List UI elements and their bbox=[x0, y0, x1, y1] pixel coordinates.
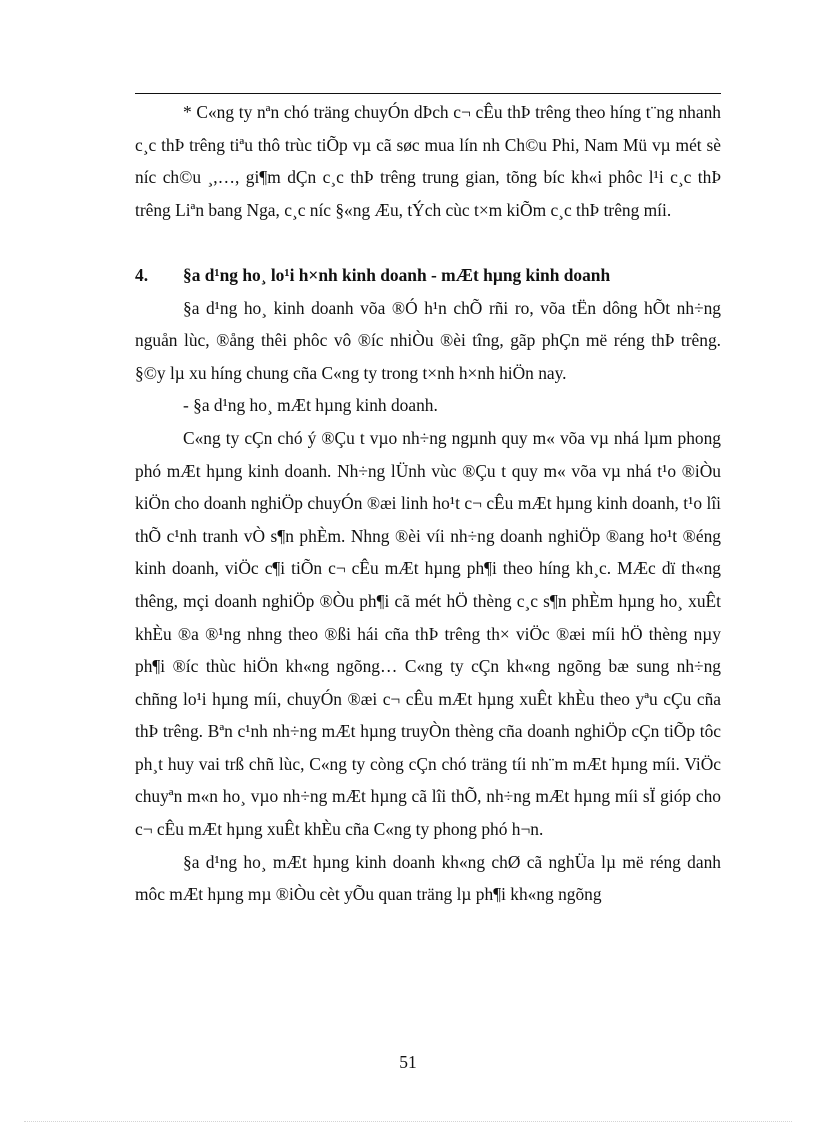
section-heading bbox=[135, 259, 721, 292]
paragraph-product-range: C«ng ty cÇn chó ý ®Çu t vµo nh÷ng ngµnh quy m« võa vµ nhá lµm phong phó mÆt hµng kinh doanh. Nh÷ng lÜnh vùc ®Çu t quy m« võa vµ nhá t¹o ®iÒu kiÖn cho doanh nghiÖp chuyÓn ®æi linh ho¹t c¬ cÊu mÆt hµng kinh doanh, t¹o lîi thÕ c¹nh tranh vÒ s¶n phÈm. Nhng ®èi víi nh÷ng doanh nghiÖp ®ang ho¹t ®éng kinh doanh, viÖc c¶i tiÕn c¬ cÊu mÆt hµng ph¶i theo híng kh¸c. MÆc dï th«ng thêng, mçi doanh nghiÖp ®Òu ph¶i cã mét hÖ thèng c¸c s¶n phÈm hµng ho¸ xuÊt khÈu ®a ®¹ng nhng theo ®ßi hái cña thÞ trêng th× viÖc ®æi míi hÖ thèng nµy ph¶i ®íc thùc hiÖn kh«ng ngõng… C«ng ty cÇn kh«ng ngõng bæ sung nh÷ng chñng lo¹i hµng míi, chuyÓn ®æi c¬ cÊu mÆt hµng xuÊt khÈu theo yªu cÇu cña thÞ trêng. Bªn c¹nh nh÷ng mÆt hµng truyÒn thèng cña doanh nghiÖp cÇn tiÕp tôc ph¸t huy vai trß chñ lùc, C«ng ty còng cÇn chó träng tíi nh¨m mÆt hµng míi. ViÖc chuyªn m«n ho¸ vµo nh÷ng mÆt hµng cã lîi thÕ, nh÷ng mÆt hµng míi sÏ gióp cho c¬ cÊu mÆt hµng xuÊt khÈu cña C«ng ty phong phó h¬n. bbox=[135, 427, 721, 840]
paragraph-subheading: - §a d¹ng ho¸ mÆt hµng kinh doanh. bbox=[183, 395, 438, 416]
header-rule bbox=[135, 93, 721, 94]
section-number: 4. bbox=[135, 264, 149, 285]
paragraph-closing: §a d¹ng ho¸ mÆt hµng kinh doanh kh«ng chØ cã nghÜa lµ më réng danh môc mÆt hµng mµ ®iÒu cèt yÕu quan träng lµ ph¶i kh«ng ngõng bbox=[135, 851, 721, 905]
body-text bbox=[135, 96, 721, 911]
page-bottom-border bbox=[24, 1121, 792, 1122]
page-number: 51 bbox=[399, 1052, 417, 1072]
section-title: §a d¹ng ho¸ lo¹i h×nh kinh doanh - mÆt hµng kinh doanh bbox=[183, 264, 611, 285]
paragraph-market-shift: * C«ng ty nªn chó träng chuyÓn dÞch c¬ cÊu thÞ trêng theo híng t¨ng nhanh c¸c thÞ trêng tiªu thô trùc tiÕp vµ cã søc mua lín nh Ch©u Phi, Nam Mü vµ mét sè níc ch©u ¸,…, gi¶m dÇn c¸c thÞ trêng trung gian, tõng bíc kh«i phôc l¹i c¸c thÞ trêng Liªn bang Nga, c¸c níc §«ng Æu, tÝch cùc t×m kiÕm c¸c thÞ trêng míi. bbox=[135, 102, 721, 220]
paragraph-diversification: §a d¹ng ho¸ kinh doanh võa ®Ó h¹n chÕ rñi ro, võa tËn dông hÕt nh÷ng nguån lùc, ®ång thêi phôc vô ®íc nhiÒu ®èi tîng, gãp phÇn më réng thÞ trêng. §©y lµ xu híng chung cña C«ng ty trong t×nh h×nh hiÖn nay. bbox=[135, 297, 721, 383]
blank-line bbox=[135, 226, 721, 259]
